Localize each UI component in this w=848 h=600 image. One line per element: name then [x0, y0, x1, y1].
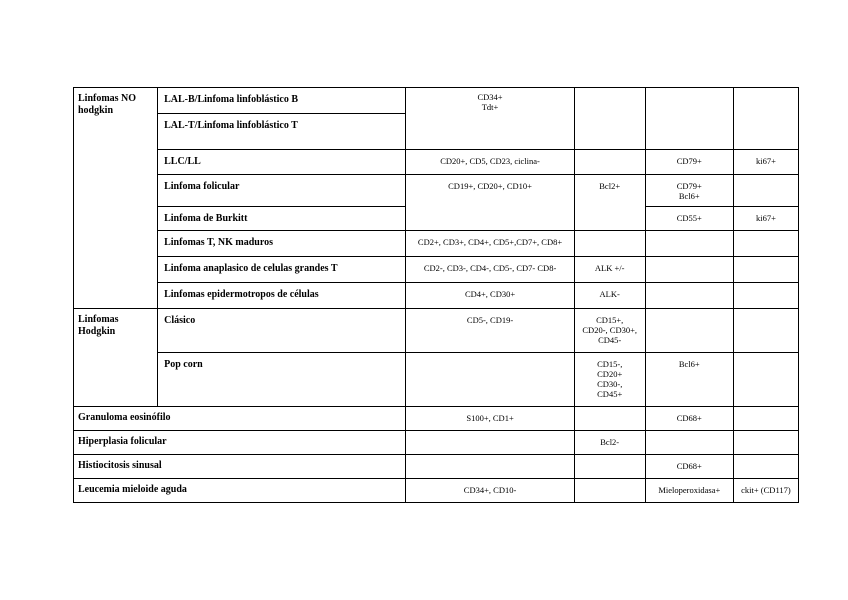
empty-cell [645, 88, 733, 150]
empty-cell [733, 175, 798, 207]
cell-burkitt-c5: CD55+ [645, 207, 733, 231]
empty-cell [645, 283, 733, 309]
empty-cell [733, 88, 798, 150]
cell-granuloma-c5: CD68+ [645, 407, 733, 431]
cell-leucemia-c6: ckit+ (CD117) [733, 479, 798, 503]
markers-cell-llc: CD20+, CD5, CD23, ciclina- [406, 150, 574, 175]
row-label-lal-b: LAL-B/Linfoma linfoblástico B [158, 88, 406, 114]
table-row [74, 309, 799, 353]
cell-llc-c6: ki67+ [733, 150, 798, 175]
empty-cell [733, 257, 798, 283]
cell-folicular-c5: CD79+ Bcl6+ [645, 175, 733, 207]
empty-cell [733, 283, 798, 309]
row-label-histiocitosis: Histiocitosis sinusal [74, 455, 406, 479]
empty-cell [733, 407, 798, 431]
markers-cell-clasico: CD5-, CD19- [406, 309, 574, 353]
markers-cell-anaplasico: CD2-, CD3-, CD4-, CD5-, CD7- CD8- [406, 257, 574, 283]
row-label-hiperplasia: Hiperplasia folicular [74, 431, 406, 455]
row-label-folicular: Linfoma folicular [158, 175, 406, 207]
group-cell-lh: Linfomas Hodgkin [74, 309, 158, 407]
empty-cell [406, 353, 574, 407]
row-label-anaplasico: Linfoma anaplasico de celulas grandes T [158, 257, 406, 283]
row-label-t-nk: Linfomas T, NK maduros [158, 231, 406, 257]
empty-cell [574, 231, 645, 257]
cell-folicular-c4: Bcl2+ [574, 175, 645, 231]
empty-cell [406, 431, 574, 455]
row-label-llc: LLC/LL [158, 150, 406, 175]
markers-cell-t-nk: CD2+, CD3+, CD4+, CD5+,CD7+, CD8+ [406, 231, 574, 257]
markers-cell-lal: CD34+ Tdt+ [406, 88, 574, 150]
empty-cell [574, 479, 645, 503]
cell-popcorn-c4: CD15-, CD20+ CD30-, CD45+ [574, 353, 645, 407]
cell-histiocitosis-c5: CD68+ [645, 455, 733, 479]
markers-cell-granuloma: S100+, CD1+ [406, 407, 574, 431]
empty-cell [733, 455, 798, 479]
empty-cell [645, 257, 733, 283]
empty-cell [733, 353, 798, 407]
empty-cell [645, 309, 733, 353]
row-label-burkitt: Linfoma de Burkitt [158, 207, 406, 231]
table-row [74, 88, 799, 114]
row-label-lal-t: LAL-T/Linfoma linfoblástico T [158, 114, 406, 150]
row-label-popcorn: Pop corn [158, 353, 406, 407]
row-label-clasico: Clásico [158, 309, 406, 353]
markers-cell-folicular: CD19+, CD20+, CD10+ [406, 175, 574, 231]
cell-burkitt-c6: ki67+ [733, 207, 798, 231]
empty-cell [645, 231, 733, 257]
table-row [74, 431, 799, 455]
table-row [74, 479, 799, 503]
markers-cell-epidermo: CD4+, CD30+ [406, 283, 574, 309]
empty-cell [574, 455, 645, 479]
empty-cell [406, 455, 574, 479]
table-row [74, 257, 799, 283]
row-label-epidermo: Linfomas epidermotropos de células [158, 283, 406, 309]
cell-hiperplasia-c4: Bcl2- [574, 431, 645, 455]
empty-cell [574, 88, 645, 150]
immunophenotype-table [73, 87, 799, 503]
table-row [74, 455, 799, 479]
empty-cell [733, 309, 798, 353]
group-cell-lnh: Linfomas NO hodgkin [74, 88, 158, 309]
row-label-granuloma: Granuloma eosinófilo [74, 407, 406, 431]
table-row [74, 283, 799, 309]
markers-cell-leucemia: CD34+, CD10- [406, 479, 574, 503]
cell-leucemia-c5: Mieloperoxidasa+ [645, 479, 733, 503]
empty-cell [645, 431, 733, 455]
table-row [74, 150, 799, 175]
cell-clasico-c4: CD15+, CD20-, CD30+, CD45- [574, 309, 645, 353]
empty-cell [733, 431, 798, 455]
table-row [74, 407, 799, 431]
cell-anaplasico-c4: ALK +/- [574, 257, 645, 283]
cell-llc-c5: CD79+ [645, 150, 733, 175]
empty-cell [733, 231, 798, 257]
table-row [74, 175, 799, 207]
empty-cell [574, 150, 645, 175]
table-row [74, 231, 799, 257]
cell-epidermo-c4: ALK- [574, 283, 645, 309]
cell-popcorn-c5: Bcl6+ [645, 353, 733, 407]
empty-cell [574, 407, 645, 431]
row-label-leucemia: Leucemia mieloide aguda [74, 479, 406, 503]
table-row [74, 353, 799, 407]
